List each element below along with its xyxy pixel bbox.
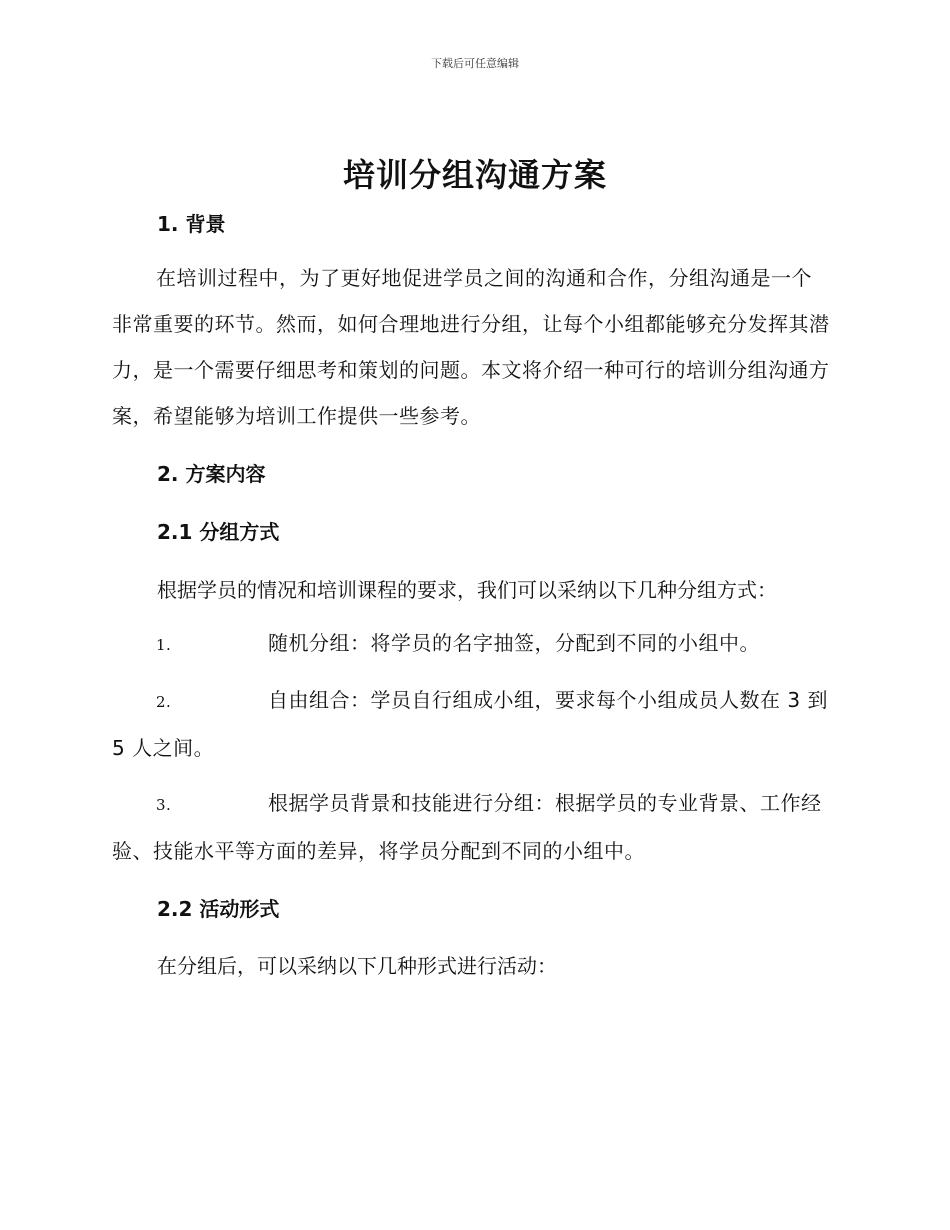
section-heading-grouping-method: 2.1 分组方式 xyxy=(157,520,280,544)
list-text: 根据学员背景和技能进行分组：根据学员的专业背景、工作经验、技能水平等方面的差异，将学员分配到不同的小组中。 xyxy=(112,791,822,863)
background-paragraph: 在培训过程中，为了更好地促进学员之间的沟通和合作，分组沟通是一个非常重要的环节。然而，如何合理地进行分组，让每个小组都能够充分发挥其潜力，是一个需要仔细思考和策划的问题。本文将介绍一种可行的培训分组沟通方案，希望能够为培训工作提供一些参考。 xyxy=(112,266,830,428)
list-number: 2. xyxy=(156,693,172,711)
section-heading-background: 1. 背景 xyxy=(157,212,226,236)
section-heading-activity-form: 2.2 活动形式 xyxy=(157,897,280,921)
document-title: 培训分组沟通方案 xyxy=(342,156,607,194)
grouping-intro: 根据学员的情况和培训课程的要求，我们可以采纳以下几种分组方式： xyxy=(157,578,777,602)
list-text: 自由组合：学员自行组成小组，要求每个小组成员人数在 3 到 5 人之间。 xyxy=(112,688,828,760)
list-item xyxy=(112,677,832,771)
activity-intro: 在分组后，可以采纳以下几种形式进行活动： xyxy=(157,954,557,978)
header-note: 下载后可任意编辑 xyxy=(431,57,519,70)
list-number: 1. xyxy=(156,636,172,654)
list-item xyxy=(112,620,832,668)
section-heading-plan-content: 2. 方案内容 xyxy=(157,462,266,486)
list-text: 随机分组：将学员的名字抽签，分配到不同的小组中。 xyxy=(268,631,760,655)
list-item xyxy=(112,780,832,874)
list-number: 3. xyxy=(156,796,172,814)
